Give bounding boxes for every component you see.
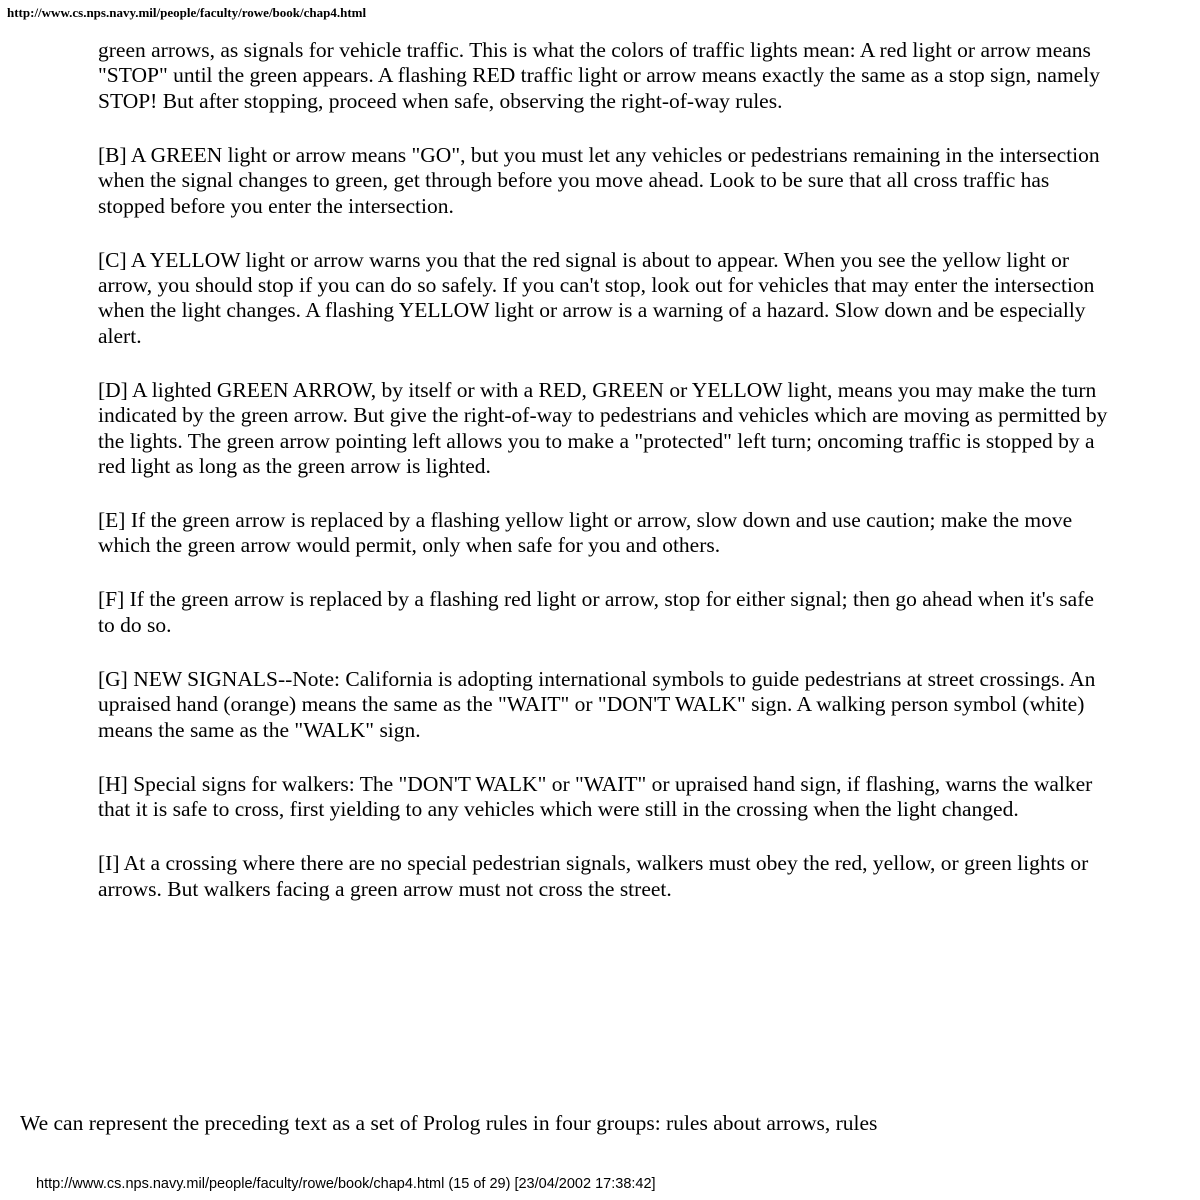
paragraph-intro: green arrows, as signals for vehicle traffic. This is what the colors of traffic lights mean: A red light or arrow means "STOP" until the green appears. A flashing RED traffic light or arrow means exactly the same as a stop sign, namely STOP! But after stopping, proceed when safe, observing the right-of-way rules. — [98, 38, 1100, 113]
paragraph-g: [G] NEW SIGNALS--Note: California is adopting international symbols to guide pedestrians at street crossings. An upraised hand (orange) means the same as the "WAIT" or "DON'T WALK" sign. A walking person symbol (white) means the same as the "WALK" sign. — [98, 666, 1096, 742]
quoted-traffic-rules — [98, 38, 1108, 931]
paragraph-i: [I] At a crossing where there are no special pedestrian signals, walkers must obey the red, yellow, or green lights or arrows. But walkers facing a green arrow must not cross the street. — [98, 851, 1089, 901]
body-text: We can represent the preceding text as a set of Prolog rules in four groups: rules about arrows, rules — [20, 1111, 878, 1135]
page-footer: http://www.cs.nps.navy.mil/people/faculty/rowe/book/chap4.html (15 of 29) [23/04/2002 17:38:42] — [36, 1176, 656, 1192]
paragraph-d: [D] A lighted GREEN ARROW, by itself or with a RED, GREEN or YELLOW light, means you may make the turn indicated by the green arrow. But give the right-of-way to pedestrians and vehicles which are moving as permitted by the lights. The green arrow pointing left allows you to make a "protected" left turn; oncoming traffic is stopped by a red light as long as the green arrow is lighted. — [98, 377, 1108, 479]
paragraph-b: [B] A GREEN light or arrow means "GO", but you must let any vehicles or pedestrians remaining in the intersection when the signal changes to green, get through before you move ahead. Look to be sure that all cross traffic has stopped before you enter the intersection. — [98, 142, 1100, 218]
paragraph-c: [C] A YELLOW light or arrow warns you that the red signal is about to appear. When you see the yellow light or arrow, you should stop if you can do so safely. If you can't stop, look out for vehicles that may enter the intersection when the light changes. A flashing YELLOW light or arrow is a warning of a hazard. Slow down and be especially alert. — [98, 247, 1095, 348]
paragraph-e: [E] If the green arrow is replaced by a flashing yellow light or arrow, slow down and use caution; make the move which the green arrow would permit, only when safe for you and others. — [98, 508, 1073, 558]
paragraph-h: [H] Special signs for walkers: The "DON'T WALK" or "WAIT" or upraised hand sign, if flashing, warns the walker that it is safe to cross, first yielding to any vehicles which were still in the crossing when the light changed. — [98, 771, 1093, 822]
page-header-url: http://www.cs.nps.navy.mil/people/faculty/rowe/book/chap4.html — [7, 5, 367, 20]
paragraph-f: [F] If the green arrow is replaced by a flashing red light or arrow, stop for either signal; then go ahead when it's safe to do so. — [98, 587, 1094, 637]
